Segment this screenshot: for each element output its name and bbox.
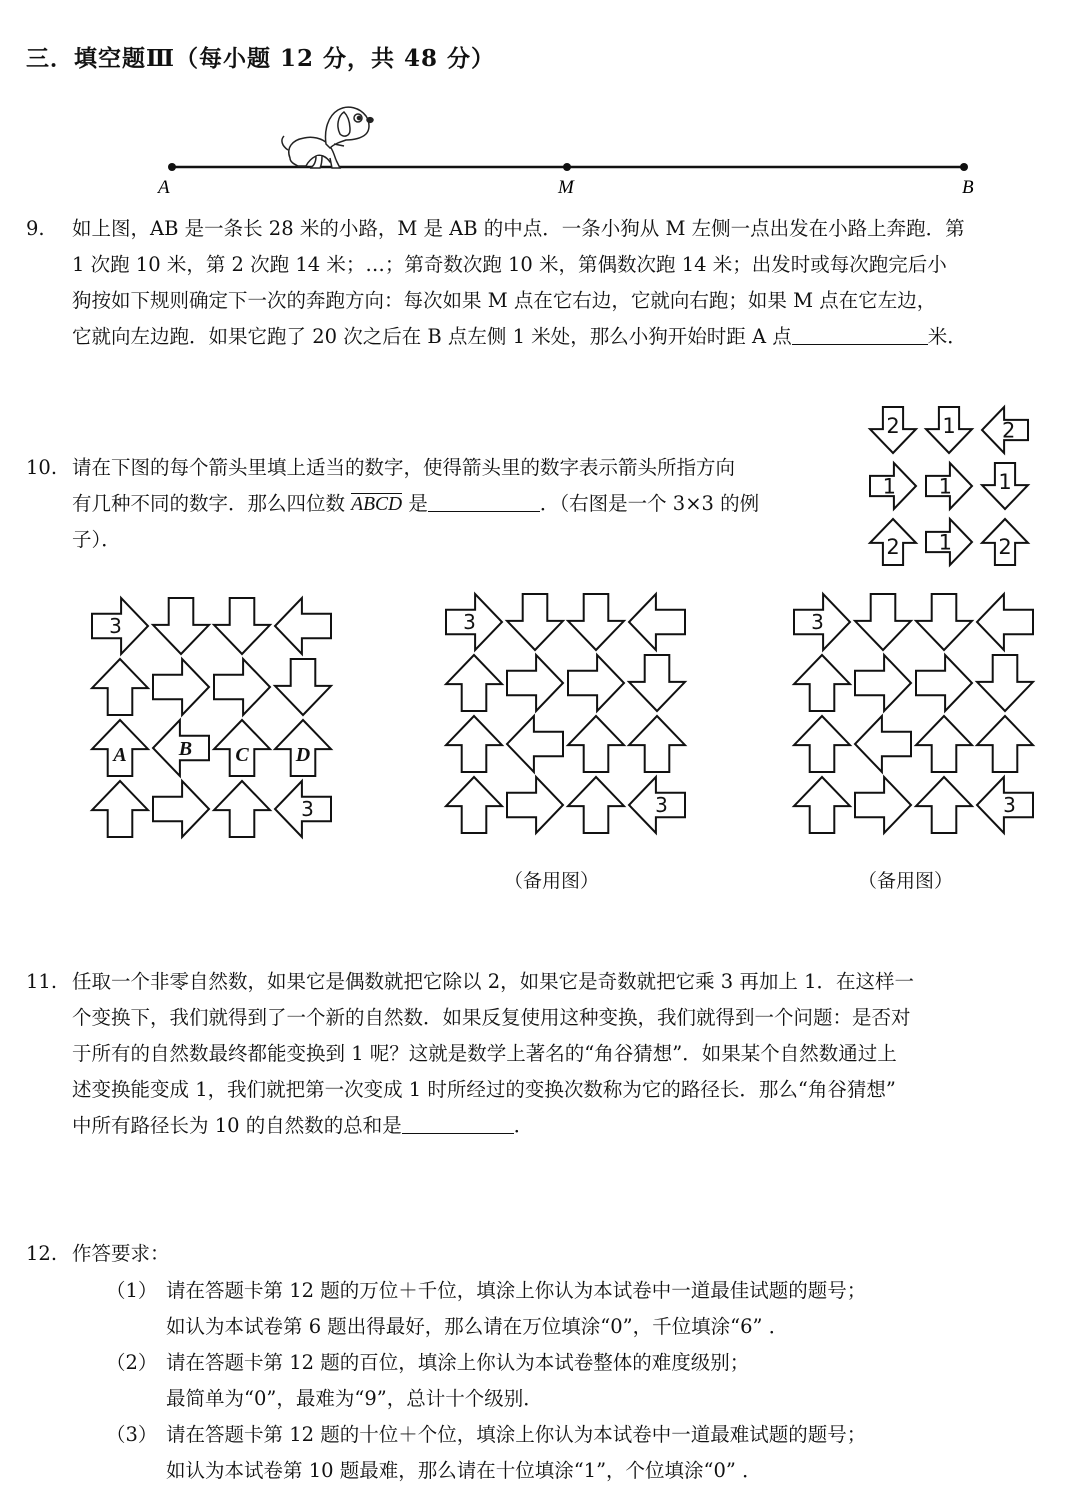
main-arrow-label-0-0: 3 (109, 614, 122, 639)
main-arrow-right-1-2[interactable] (214, 659, 270, 715)
main-arrow-right-3-1[interactable] (153, 781, 209, 837)
requirement-3-line-2: 如认为本试卷第 10 题最难，那么请在十位填涂“1”，个位填涂“0” ． (166, 1459, 762, 1482)
spare1-arrow-down-1-3[interactable] (629, 655, 685, 711)
requirement-3-line-1: 请在答题卡第 12 题的十位＋个位，填涂上你认为本试卷中一道最难试题的题号； (166, 1423, 867, 1446)
spare1-arrow-up-2-0[interactable] (446, 716, 502, 772)
main-arrow-grid (88, 594, 338, 860)
main-arrow-up-3-2[interactable] (214, 781, 270, 837)
label-a: A (158, 177, 170, 198)
example-arrow-label-1-2: 1 (998, 469, 1012, 494)
spare2-arrow-label-3-3: 3 (1003, 793, 1016, 818)
spare1-arrow-right-3-1[interactable] (507, 777, 563, 833)
spare2-arrow-down-1-3[interactable] (977, 655, 1033, 711)
question-9-line-4: 它就向左边跑．如果它跑了 20 次之后在 B 点左侧 1 米处，那么小狗开始时距 A 点 (72, 325, 792, 348)
requirement-2-line-2: 最简单为“0”，最难为“9”，总计十个级别． (166, 1387, 543, 1410)
example-arrow-label-0-2: 2 (1001, 418, 1016, 443)
road-diagram (140, 100, 1000, 200)
requirement-1-label: （1） (106, 1279, 158, 1302)
question-9 (26, 211, 1056, 361)
main-arrow-up-1-0[interactable] (92, 659, 148, 715)
answer-blank-11[interactable] (402, 1111, 514, 1134)
question-11-line-5-end: ． (513, 1114, 534, 1137)
question-11-line-4: 述变换能变成 1，我们就把第一次变成 1 时所经过的变换次数称为它的路径长．那么“角谷猜想” (72, 1078, 896, 1101)
main-arrow-left-0-3[interactable] (275, 598, 331, 654)
spare1-arrow-right-1-1[interactable] (507, 655, 563, 711)
spare1-arrow-label-3-3: 3 (655, 793, 668, 818)
spare1-arrow-right-1-2[interactable] (568, 655, 624, 711)
spare2-arrow-label-0-0: 3 (811, 610, 824, 635)
example-arrow-label-2-0: 2 (886, 535, 900, 560)
answer-blank-10[interactable] (428, 489, 540, 512)
spare2-arrow-right-1-2[interactable] (916, 655, 972, 711)
question-10-is: 是 (408, 492, 428, 515)
spare2-arrow-left-2-1[interactable] (855, 716, 911, 772)
main-arrow-label-3-3: 3 (301, 797, 314, 822)
question-11-line-3: 于所有的自然数最终都能变换到 1 呢？这就是数学上著名的“角谷猜想”．如果某个自然数通过上 (72, 1042, 897, 1065)
spare1-arrow-down-0-1[interactable] (507, 594, 563, 650)
spare1-arrow-up-3-2[interactable] (568, 777, 624, 833)
spare1-arrow-left-2-1[interactable] (507, 716, 563, 772)
question-10-line-3: 子）． (72, 528, 121, 551)
question-9-line-2: 1 次跑 10 米，第 2 次跑 14 米；…；第奇数次跑 10 米，第偶数次跑 14 米；出发时或每次跑完后小 (72, 253, 947, 276)
question-9-unit: 米． (927, 325, 967, 348)
spare-arrow-grid-1 (442, 590, 692, 856)
spare2-arrow-down-0-1[interactable] (855, 594, 911, 650)
question-11-line-5: 中所有路径长为 10 的自然数的总和是 (72, 1114, 402, 1137)
spare2-arrow-up-2-3[interactable] (977, 716, 1033, 772)
dog-icon (282, 107, 373, 168)
spare2-arrow-right-3-1[interactable] (855, 777, 911, 833)
question-11 (26, 964, 1056, 1154)
spare1-arrow-up-3-0[interactable] (446, 777, 502, 833)
spare2-arrow-up-3-2[interactable] (916, 777, 972, 833)
spare-arrow-grid-2 (790, 590, 1040, 856)
example-arrow-label-2-2: 2 (998, 535, 1012, 560)
main-arrow-down-1-3[interactable] (275, 659, 331, 715)
question-10 (26, 450, 856, 560)
requirement-2-label: （2） (106, 1351, 158, 1374)
spare1-arrow-up-1-0[interactable] (446, 655, 502, 711)
spare1-arrow-label-0-0: 3 (463, 610, 476, 635)
spare-caption-2: （备用图） (858, 870, 954, 892)
main-arrow-label-2-2: C (235, 743, 249, 766)
example-arrow-label-1-1: 1 (938, 474, 953, 499)
spare2-arrow-left-0-3[interactable] (977, 594, 1033, 650)
requirement-1-line-2: 如认为本试卷第 6 题出得最好，那么请在万位填涂“0”，千位填涂“6” ． (166, 1315, 789, 1338)
number-abcd-overline: ABCD (351, 494, 403, 515)
question-11-line-1: 任取一个非零自然数，如果它是偶数就把它除以 2，如果它是奇数就把它乘 3 再加上 1．在这样一 (72, 970, 915, 993)
example-arrow-label-2-1: 1 (938, 530, 953, 555)
spare2-arrow-down-0-2[interactable] (916, 594, 972, 650)
main-arrow-right-1-1[interactable] (153, 659, 209, 715)
main-arrow-label-2-3: D (295, 743, 311, 766)
question-10-line-2: 有几种不同的数字．那么四位数 (72, 492, 346, 515)
spare-caption-1: （备用图） (504, 870, 600, 892)
spare2-arrow-right-1-1[interactable] (855, 655, 911, 711)
example-arrow-label-0-0: 2 (886, 413, 900, 438)
question-12-title: 作答要求： (72, 1242, 170, 1265)
main-arrow-up-3-0[interactable] (92, 781, 148, 837)
example-arrow-label-1-0: 1 (882, 474, 897, 499)
main-arrow-label-2-0: A (113, 743, 127, 766)
question-10-line-1: 请在下图的每个箭头里填上适当的数字，使得箭头里的数字表示箭头所指方向 (72, 456, 736, 479)
answer-blank-9[interactable] (792, 322, 928, 345)
point-b-dot (960, 163, 968, 171)
point-a-dot (168, 163, 176, 171)
question-9-line-3: 狗按如下规则确定下一次的奔跑方向：每次如果 M 点在它右边，它就向右跑；如果 M 点在它左边， (72, 289, 937, 312)
label-b: B (962, 177, 974, 198)
example-arrow-grid (866, 400, 1036, 572)
question-10-number: 10. (26, 456, 58, 479)
example-arrow-label-0-1: 1 (942, 413, 956, 438)
main-arrow-down-0-1[interactable] (153, 598, 209, 654)
question-12-number: 12. (26, 1242, 58, 1265)
spare1-arrow-up-2-3[interactable] (629, 716, 685, 772)
main-arrow-label-2-1: B (178, 738, 193, 761)
requirement-2-line-1: 请在答题卡第 12 题的百位，填涂上你认为本试卷整体的难度级别； (166, 1351, 750, 1374)
question-11-line-2: 个变换下，我们就得到了一个新的自然数．如果反复使用这种变换，我们就得到一个问题：是否对 (72, 1006, 911, 1029)
question-12 (26, 1236, 1056, 1486)
point-m-dot (563, 163, 571, 171)
label-m: M (558, 177, 574, 198)
spare2-arrow-up-2-2[interactable] (916, 716, 972, 772)
spare2-arrow-up-1-0[interactable] (794, 655, 850, 711)
spare2-arrow-up-2-0[interactable] (794, 716, 850, 772)
spare2-arrow-up-3-0[interactable] (794, 777, 850, 833)
section-title: 三．填空题Ⅲ（每小题 12 分，共 48 分） (26, 45, 496, 72)
spare1-arrow-down-0-2[interactable] (568, 594, 624, 650)
question-10-line-2-end: ．（右图是一个 3×3 的例 (539, 492, 760, 515)
spare1-arrow-up-2-2[interactable] (568, 716, 624, 772)
main-arrow-down-0-2[interactable] (214, 598, 270, 654)
question-11-number: 11. (26, 970, 58, 993)
question-9-number: 9. (26, 217, 45, 240)
requirement-3-label: （3） (106, 1423, 158, 1446)
question-9-line-1: 如上图，AB 是一条长 28 米的小路，M 是 AB 的中点．一条小狗从 M 左侧一点出发在小路上奔跑．第 (72, 217, 965, 240)
requirement-1-line-1: 请在答题卡第 12 题的万位＋千位，填涂上你认为本试卷中一道最佳试题的题号； (166, 1279, 867, 1302)
spare1-arrow-left-0-3[interactable] (629, 594, 685, 650)
